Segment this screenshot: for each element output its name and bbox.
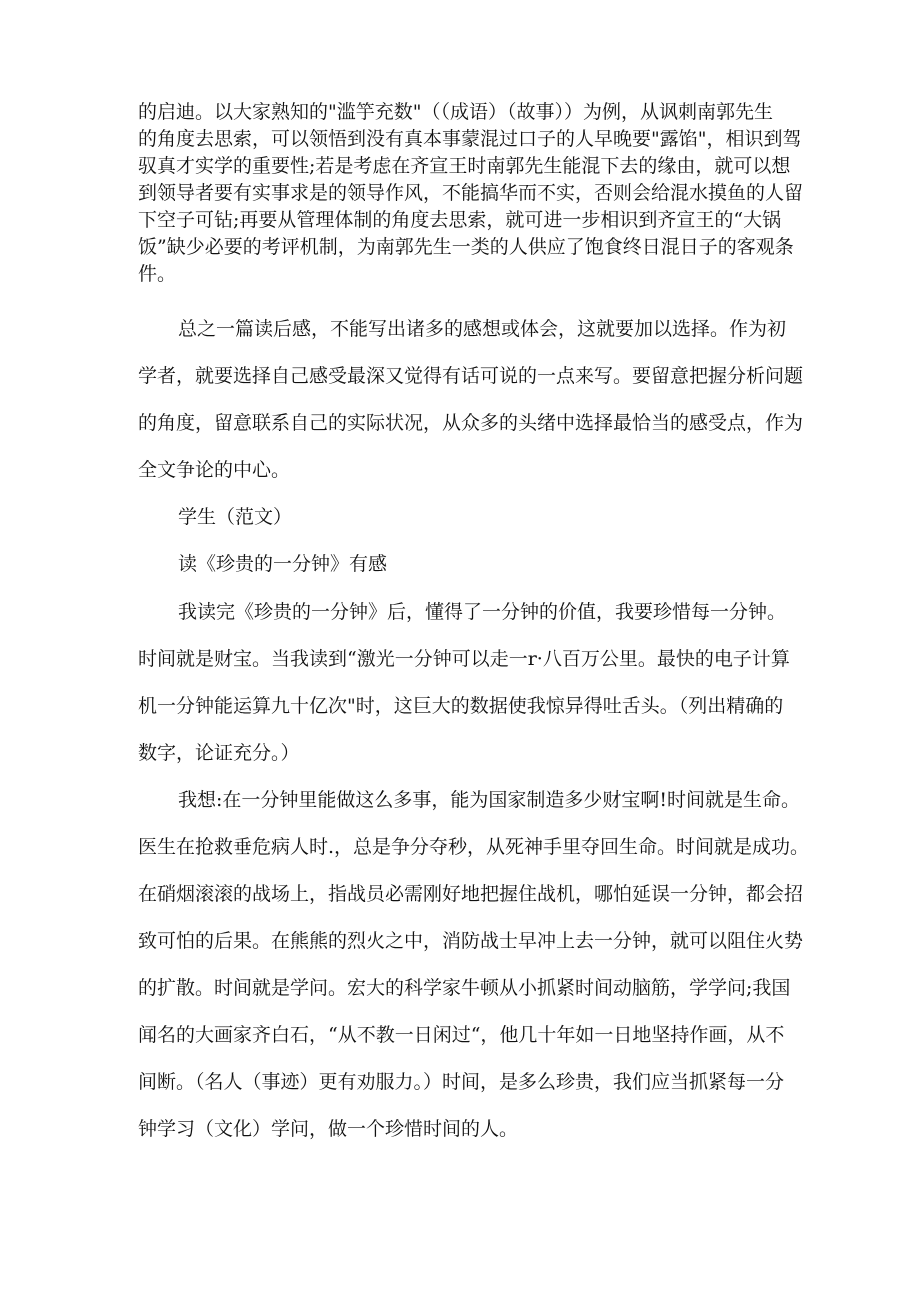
text-line: 件。 [138, 263, 177, 285]
text-line: 在硝烟滚滚的战场上，指战员必需刚好地把握住战机，哪怕延误一分钟，都会招 [138, 883, 804, 905]
text-line: 医生在抢救垂危病人时.，总是争分夺秒，从死神手里夺回生命。时间就是成功。 [138, 836, 810, 858]
text-line: 时间就是财宝。当我读到“激光一分钟可以走一r·八百万公里。最快的电子计算 [138, 648, 790, 670]
essay-title: 读《珍贵的一分钟》有感 [178, 553, 388, 575]
text-line: 的角度去思索，可以领悟到没有真本事蒙混过口子的人早晚要"露馅"，相识到驾 [138, 128, 802, 150]
text-line: 闻名的大画家齐白石，“从不教一日闲过“，他几十年如一日地坚持作画，从不 [138, 1024, 785, 1046]
text-line: 总之一篇读后感，不能写出诸多的感想或体会，这就要加以选择。作为初 [178, 318, 787, 340]
text-line: 我想:在一分钟里能做这么多事，能为国家制造多少财宝啊!时间就是生命。 [178, 789, 801, 811]
text-line: 到领导者要有实事求是的领导作风，不能搞华而不实，否则会给混水摸鱼的人留 [138, 182, 804, 204]
text-line: 的启迪。以大家熟知的"滥竽充数"（（成语）（故事））为例，从讽刺南郭先生 [138, 101, 773, 123]
section-label: 学生（范文） [178, 506, 293, 528]
text-line: 我读完《珍贵的一分钟》后，懂得了一分钟的价值，我要珍惜每一分钟。 [178, 601, 787, 623]
text-line: 数字，论证充分。） [138, 742, 300, 764]
text-line: 致可怕的后果。在熊熊的烈火之中，消防战士早冲上去一分钟，就可以阻住火势 [138, 930, 804, 952]
text-line: 间断。（名人（事迹）更有劝服力。）时间，是多么珍贵，我们应当抓紧每一分 [138, 1071, 785, 1093]
text-line: 的扩散。时间就是学问。宏大的科学家牛顿从小抓紧时间动脑筋，学学问;我国 [138, 977, 791, 999]
text-line: 机一分钟能运算九十亿次"时，这巨大的数据使我惊异得吐舌头。（列出精确的 [138, 695, 784, 717]
text-line: 的角度，留意联系自己的实际状况，从众多的头绪中选择最恰当的感受点，作为 [138, 412, 804, 434]
text-line: 饭”缺少必要的考评机制，为南郭先生一类的人供应了饱食终日混日子的客观条 [138, 236, 794, 258]
text-line: 下空子可钻;再要从管理体制的角度去思索，就可进一步相识到齐宣王的“大锅 [138, 209, 782, 231]
text-line: 驭真才实学的重要性;若是考虑在齐宣王时南郭先生能混下去的缘由，就可以想 [138, 155, 791, 177]
text-line: 钟学习（文化）学问，做一个珍惜时间的人。 [138, 1118, 519, 1140]
text-line: 全文争论的中心。 [138, 459, 291, 481]
text-line: 学者，就要选择自己感受最深又觉得有话可说的一点来写。要留意把握分析问题 [138, 365, 804, 387]
